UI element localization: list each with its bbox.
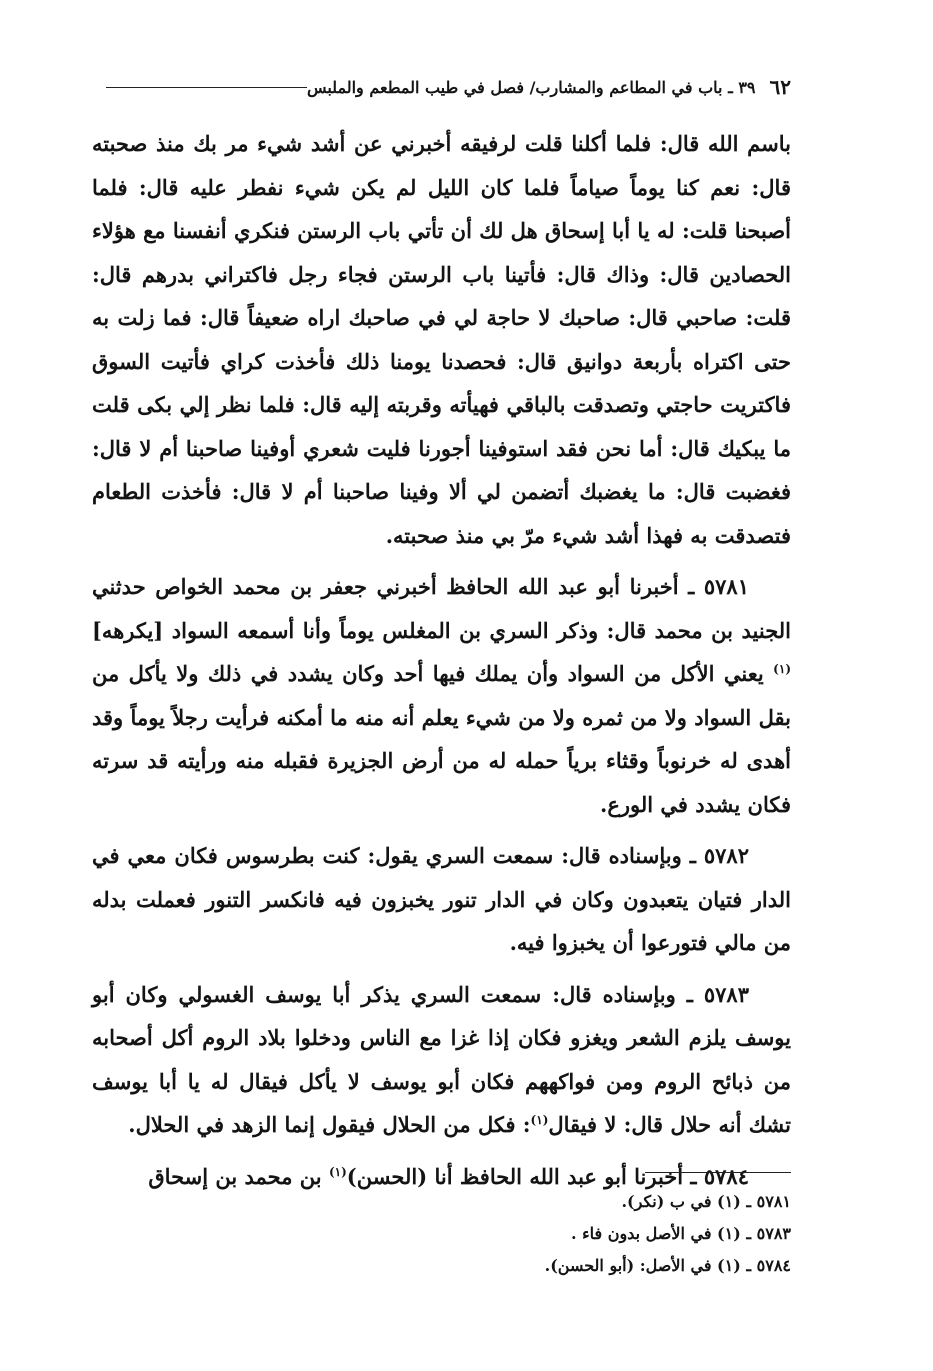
footnotes xyxy=(200,1186,791,1282)
entry-5781 xyxy=(92,565,791,826)
entry-text-cont: يعني الأكل من السواد وأن يملك فيها أحد وكان يشدد في ذلك ولا يأكل من بقل السواد ولا من ثمره ولا من شيء يعلم أنه منه ما أمكنه فرأيت رجلاً يوماً وقد أهدى له خرنوباً وقثاء برياً حمله له من أرض الجزيرة فقبله منه ورأيته قد سرته فكان يشدد في الورع. xyxy=(92,661,791,817)
entry-number: ٥٧٨٢ xyxy=(703,843,749,868)
entry-text-cont: : فكل من الحلال فيقول إنما الزهد في الحلال. xyxy=(128,1112,531,1137)
header-rule xyxy=(106,87,307,88)
entry-5782 xyxy=(92,834,791,965)
page-number: ٦٢ xyxy=(769,75,791,99)
entry-number: ٥٧٨١ xyxy=(703,574,749,599)
footnote-5781: ٥٧٨١ ـ (١) في ب (نكر). xyxy=(621,1192,791,1211)
main-text xyxy=(92,122,791,1198)
entry-text: ـ أخبرنا أبو عبد الله الحافظ أخبرني جعفر بن محمد الخواص حدثني الجنيد بن محمد قال: وذكر السري بن المغلس يوماً وأنا أسمعه السواد [يكرهه] xyxy=(92,574,791,643)
footnote-marker: (١) xyxy=(328,1164,347,1179)
paragraph-continued xyxy=(92,122,791,557)
footnote-rule xyxy=(645,1172,791,1173)
entry-text: ـ أخبرنا أبو عبد الله الحافظ أنا (الحسن) xyxy=(346,1163,704,1189)
footnote-5783: ٥٧٨٣ ـ (١) في الأصل بدون فاء . xyxy=(571,1224,791,1243)
paragraph-text: باسم الله قال: فلما أكلنا قلت لرفيقه أخبرني عن أشد شيء مر بك منذ صحبته قال: نعم كنا يوماً صياماً فلما كان الليل لم يكن شيء نفطر عليه قال: فلما أصبحنا قلت: له يا أبا إسحاق هل لك أن تأتي باب الرستن فنكري أنفسنا مع هؤلاء الحصادين قال: وذاك قال: فأتينا باب الرستن فجاء رجل فاكتراني بدرهم قال: قلت: صاحبي قال: صاحبك لا حاجة لي في صاحبك اراه ضعيفاً قال: فما زلت به حتى اكتراه بأربعة دوانيق قال: فحصدنا يومنا ذلك فأخذت كراي فأتيت السوق فاكتريت حاجتي وتصدقت بالباقي فهيأته وقربته إليه قال: فلما نظر إلي بكى قلت ما يبكيك قال: أما نحن فقد استوفينا أجورنا فليت شعري أوفينا صاحبنا أم لا قال: فغضبت قال: ما يغضبك أتضمن لي ألا وفينا صاحبنا أم لا قال: فأخذت الطعام فتصدقت به فهذا أشد شيء مرّ بي منذ صحبته. xyxy=(92,131,791,548)
entry-number: ٥٧٨٣ xyxy=(703,981,749,1007)
footnote-5784: ٥٧٨٤ ـ (١) في الأصل: (أبو الحسن). xyxy=(544,1256,791,1275)
footnote-marker: (١) xyxy=(773,662,791,676)
chapter-title: ٣٩ ـ باب في المطاعم والمشارب/ فصل في طيب المطعم والملبس xyxy=(306,77,756,97)
entry-number: ٥٧٨٤ xyxy=(703,1163,749,1189)
entry-text: ـ وبإسناده قال: سمعت السري يذكر أبا يوسف الغسولي وكان أبو يوسف يلزم الشعر ويغزو فكان إذا غزا مع الناس ودخلوا بلاد الروم أكل أصحابه من ذبائح الروم ومن فواكههم فكان أبو يوسف لا يأكل فيقال له يا أبا يوسف تشك أنه حلال قال: لا فيقال xyxy=(92,981,791,1137)
entry-text-cont: بن محمد بن إسحاق xyxy=(148,1163,329,1189)
entry-text: ـ وبإسناده قال: سمعت السري يقول: كنت بطرسوس فكان معي في الدار فتيان يتعبدون وكان في الدار تنور يخبزون فيه فانكسر التنور فعملت بدله من مالي فتورعوا أن يخبزوا فيه. xyxy=(92,843,791,955)
running-header xyxy=(94,70,791,104)
footnote-marker: (١) xyxy=(530,1113,549,1127)
entry-5783 xyxy=(92,973,791,1147)
